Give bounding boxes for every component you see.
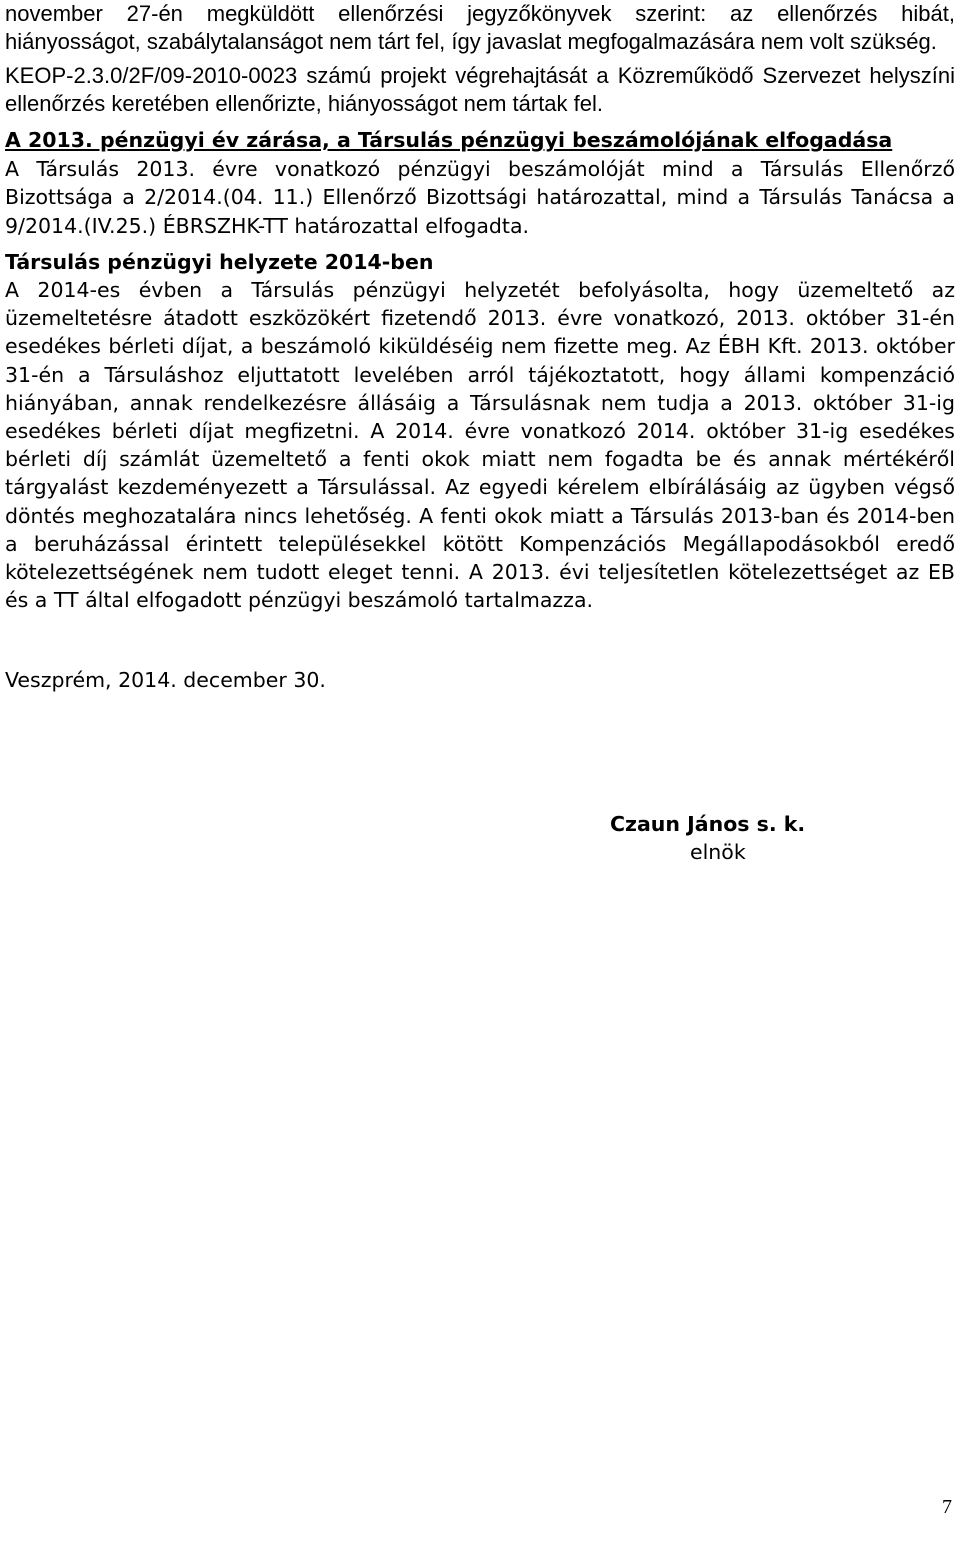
- signatory-title: elnök: [690, 840, 746, 864]
- signature-block: [610, 810, 910, 866]
- closing-section-body: A Társulás 2013. évre vonatkozó pénzügyi beszámolóját mind a Társulás Ellenőrző Bizottsága a 2/2014.(04. 11.) Ellenőrző Bizottsági határozattal, mind a Társulás Tanácsa a 9/2014.(IV.25.) ÉBRSZHK-TT határozattal elfogadta.: [5, 157, 955, 238]
- finance-section-body: A 2014-es évben a Társulás pénzügyi helyzetét befolyásolta, hogy üzemeltető az üzemeltetésre átadott eszközökért fizetendő 2013. évre vonatkozó, 2013. október 31-én esedékes bérleti díjat, a beszámoló kiküldéséig nem fizette meg. Az ÉBH Kft. 2013. október 31-én a Társuláshoz eljuttatott levelében arról tájékoztatott, hogy állami kompenzáció hiányában, annak rendelkezésre állásáig a Társulásnak nem tudja a 2013. október 31-ig esedékes bérleti díjat megfizetni. A 2014. évre vonatkozó 2014. október 31-ig esedékes bérleti díj számlát üzemeltető a fenti okok miatt nem fogadta be és annak mértékéről tárgyalást kezdeményezett a Társulással. Az egyedi kérelem elbírálásáig az ügyben végső döntés meghozatalára nincs lehetőség. A fenti okok miatt a Társulás 2013-ban és 2014-ben a beruházással érintett településekkel kötött Kompenzációs Megállapodásokból eredő kötelezettségének nem tudott eleget tenni. A 2013. évi teljesítetlen kötelezettséget az EB és a TT által elfogadott pénzügyi beszámoló tartalmazza.: [5, 278, 955, 613]
- keop-paragraph: KEOP-2.3.0/2F/09-2010-0023 számú projekt végrehajtását a Közreműködő Szervezet helyszíni ellenőrzés keretében ellenőrizte, hiányosságot nem tártak fel.: [5, 63, 955, 116]
- document-page: [5, 0, 955, 695]
- page-number: 7: [942, 1496, 952, 1518]
- finance-section-heading: Társulás pénzügyi helyzete 2014-ben: [5, 249, 434, 274]
- signatory-name: Czaun János s. k.: [610, 812, 806, 836]
- intro-paragraph: november 27-én megküldött ellenőrzési jegyzőkönyvek szerint: az ellenőrzés hibát, hiányosságot, szabálytalanságot nem tárt fel, így javaslat megfogalmazására nem volt szükség.: [5, 1, 955, 54]
- place-and-date: Veszprém, 2014. december 30.: [5, 668, 326, 693]
- closing-section-heading: A 2013. pénzügyi év zárása, a Társulás pénzügyi beszámolójának elfogadása: [5, 128, 893, 152]
